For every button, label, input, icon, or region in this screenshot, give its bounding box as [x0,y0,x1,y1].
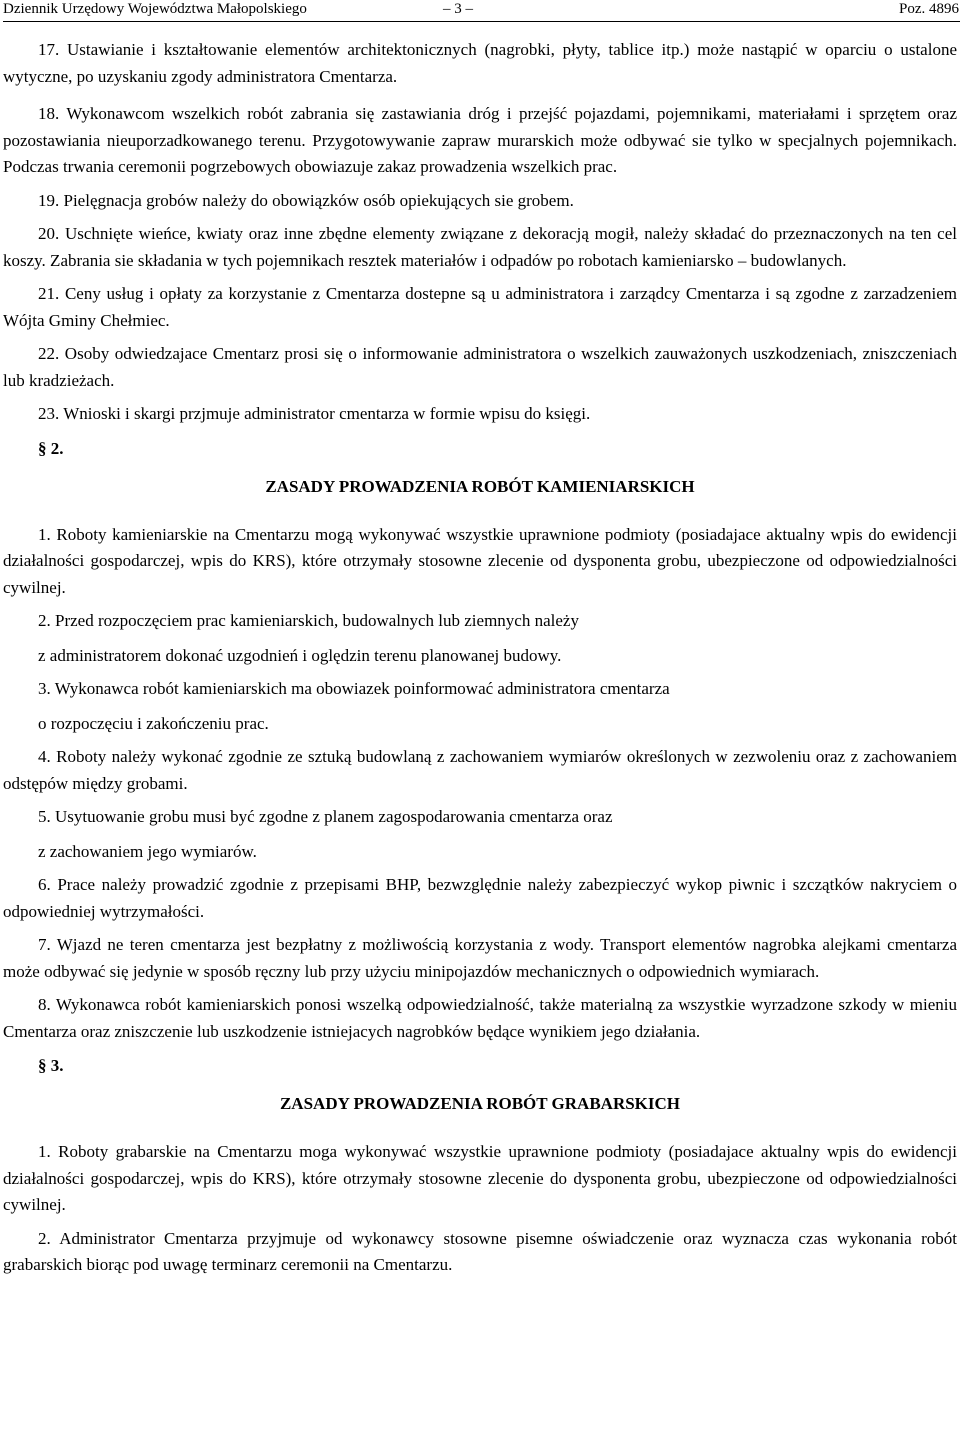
paragraph-23: 23. Wnioski i skargi przjmuje administrator cmentarza w formie wpisu do księgi. [38,404,591,423]
s2-item-3a: 3. Wykonawca robót kamieniarskich ma obowiazek poinformować administratora cmentarza [38,679,670,698]
document-page [3,0,959,1274]
section-3-mark: § 3. [38,1056,64,1075]
paragraph [3,188,957,215]
s2-item-2a: 2. Przed rozpoczęciem prac kamieniarskich, budowalnych lub ziemnych należy [38,611,579,630]
paragraph-17: 17. Ustawianie i kształtowanie elementów architektonicznych (nagrobki, płyty, tablice itp.) może nastąpić w oparciu o ustalone wytyczne, po uzyskaniu zgody administratora Cmentarza. [3,40,957,86]
section-3-title: ZASADY PROWADZENIA ROBÓT GRABARSKICH [279,1094,681,1113]
journal-title: Dziennik Urzędowy Województwa Małopolskiego [3,1,307,17]
paragraph [3,401,957,428]
paragraph [3,101,957,181]
s2-item [3,522,957,602]
s2-item-6: 6. Prace należy prowadzić zgodnie z przepisami BHP, bezwzględnie należy zabezpieczyć wykop piwnic i szczątków nakryciem o odpowiedniej wytrzymałości. [3,875,957,921]
paragraph [3,281,957,334]
s2-item-2b: z administratorem dokonać uzgodnień i oględzin terenu planowanej budowy. [38,645,562,665]
section-2-title: ZASADY PROWADZENIA ROBÓT KAMIENIARSKICH [265,476,695,496]
page-header [3,0,957,18]
s2-item [3,872,957,925]
s2-item-5b: z zachowaniem jego wymiarów. [38,841,257,861]
position-number: Poz. 4896 [899,1,959,17]
s2-item-5a: 5. Usytuowanie grobu musi być zgodne z planem zagospodarowania cmentarza oraz [38,807,613,826]
s3-item [3,1226,957,1279]
document-body [3,37,957,1286]
s2-item [3,744,957,797]
section-2-mark: § 2. [38,438,64,458]
paragraph-20: 20. Uschnięte wieńce, kwiaty oraz inne zbędne elementy związane z dekoracją mogił, należy składać do przeznaczonych na ten cel koszy. Zabrania sie składania w tych pojemnikach resztek materiałów i odpadów po robotach kamieniarsko – budowlanych. [3,224,957,270]
paragraph-18: 18. Wykonawcom wszelkich robót zabrania się zastawiania dróg i przejść pojazdami, pojemnikami, materiałami i sprzętem oraz pozostawiania nieuporzadkowanego terenu. Przygotowywanie zapraw murarskich może odbywać sie tylko w specjalnych pojemnikach. Podczas trwania ceremonii pogrzebowych obowiazuje zakaz prowadzenia wszelkich prac. [3,104,957,176]
paragraph [3,341,957,394]
s2-item-7: 7. Wjazd ne teren cmentarza jest bezpłatny z możliwością korzystania z wody. Transport elementów nagrobka alejkami cmentarza może odbywać się jedynie w sposób ręczny lub przy użyciu minipojazdów mechanicznych o odpowiednich wymiarach. [3,935,957,981]
s2-item-3b: o rozpoczęciu i zakończeniu prac. [38,713,269,733]
page-marker: – 3 – [443,1,473,17]
s3-item-1: 1. Roboty grabarskie na Cmentarzu moga wykonywać wszystkie uprawnione podmioty (posiadajace aktualny wpis do ewidencji działalności gospodarczej, wpis do KRS), które otrzymały stosowne zlecenie do dysponenta grobu, ubezpieczone od odpowiedzialności cywilnej. [3,1142,957,1214]
s3-item [3,1139,957,1219]
paragraph-21: 21. Ceny usług i opłaty za korzystanie z Cmentarza dostepne są u administratora i zarządcy Cmentarza i są zgodne z zarzadzeniem Wójta Gminy Chełmiec. [3,284,957,330]
s2-item [3,804,957,865]
header-rule [3,21,960,22]
paragraph [3,221,957,274]
s2-item [3,992,957,1045]
s2-item-1: 1. Roboty kamieniarskie na Cmentarzu mogą wykonywać wszystkie uprawnione podmioty (posiadajace aktualny wpis do ewidencji działalności gospodarczej, wpis do KRS), które otrzymały stosowne zlecenie od dysponenta grobu, ubezpieczone od odpowiedzialności cywilnej. [3,524,957,597]
s2-item [3,932,957,985]
s2-item-4: 4. Roboty należy wykonać zgodnie ze sztuką budowlaną z zachowaniem wymiarów określonych w zezwoleniu oraz z zachowaniem odstępów między grobami. [3,747,957,793]
paragraph [3,37,957,90]
s2-item-8: 8. Wykonawca robót kamieniarskich ponosi wszelką odpowiedzialność, także materialną za wszystkie wyrzadzone szkody w mieniu Cmentarza oraz zniszczenie lub uszkodzenie istniejacych nagrobków będące wynikiem jego działania. [3,995,957,1041]
s2-item [3,608,957,669]
paragraph-19: 19. Pielęgnacja grobów należy do obowiązków osób opiekujących sie grobem. [38,190,574,210]
paragraph-22: 22. Osoby odwiedzajace Cmentarz prosi się o informowanie administratora o wszelkich zauważonych uszkodzeniach, zniszczeniach lub kradzieżach. [3,344,957,390]
s3-item-2: 2. Administrator Cmentarza przyjmuje od wykonawcy stosowne pisemne oświadczenie oraz wyznacza czas wykonania robót grabarskich biorąc pod uwagę terminarz ceremonii na Cmentarzu. [3,1228,957,1274]
s2-item [3,676,957,737]
